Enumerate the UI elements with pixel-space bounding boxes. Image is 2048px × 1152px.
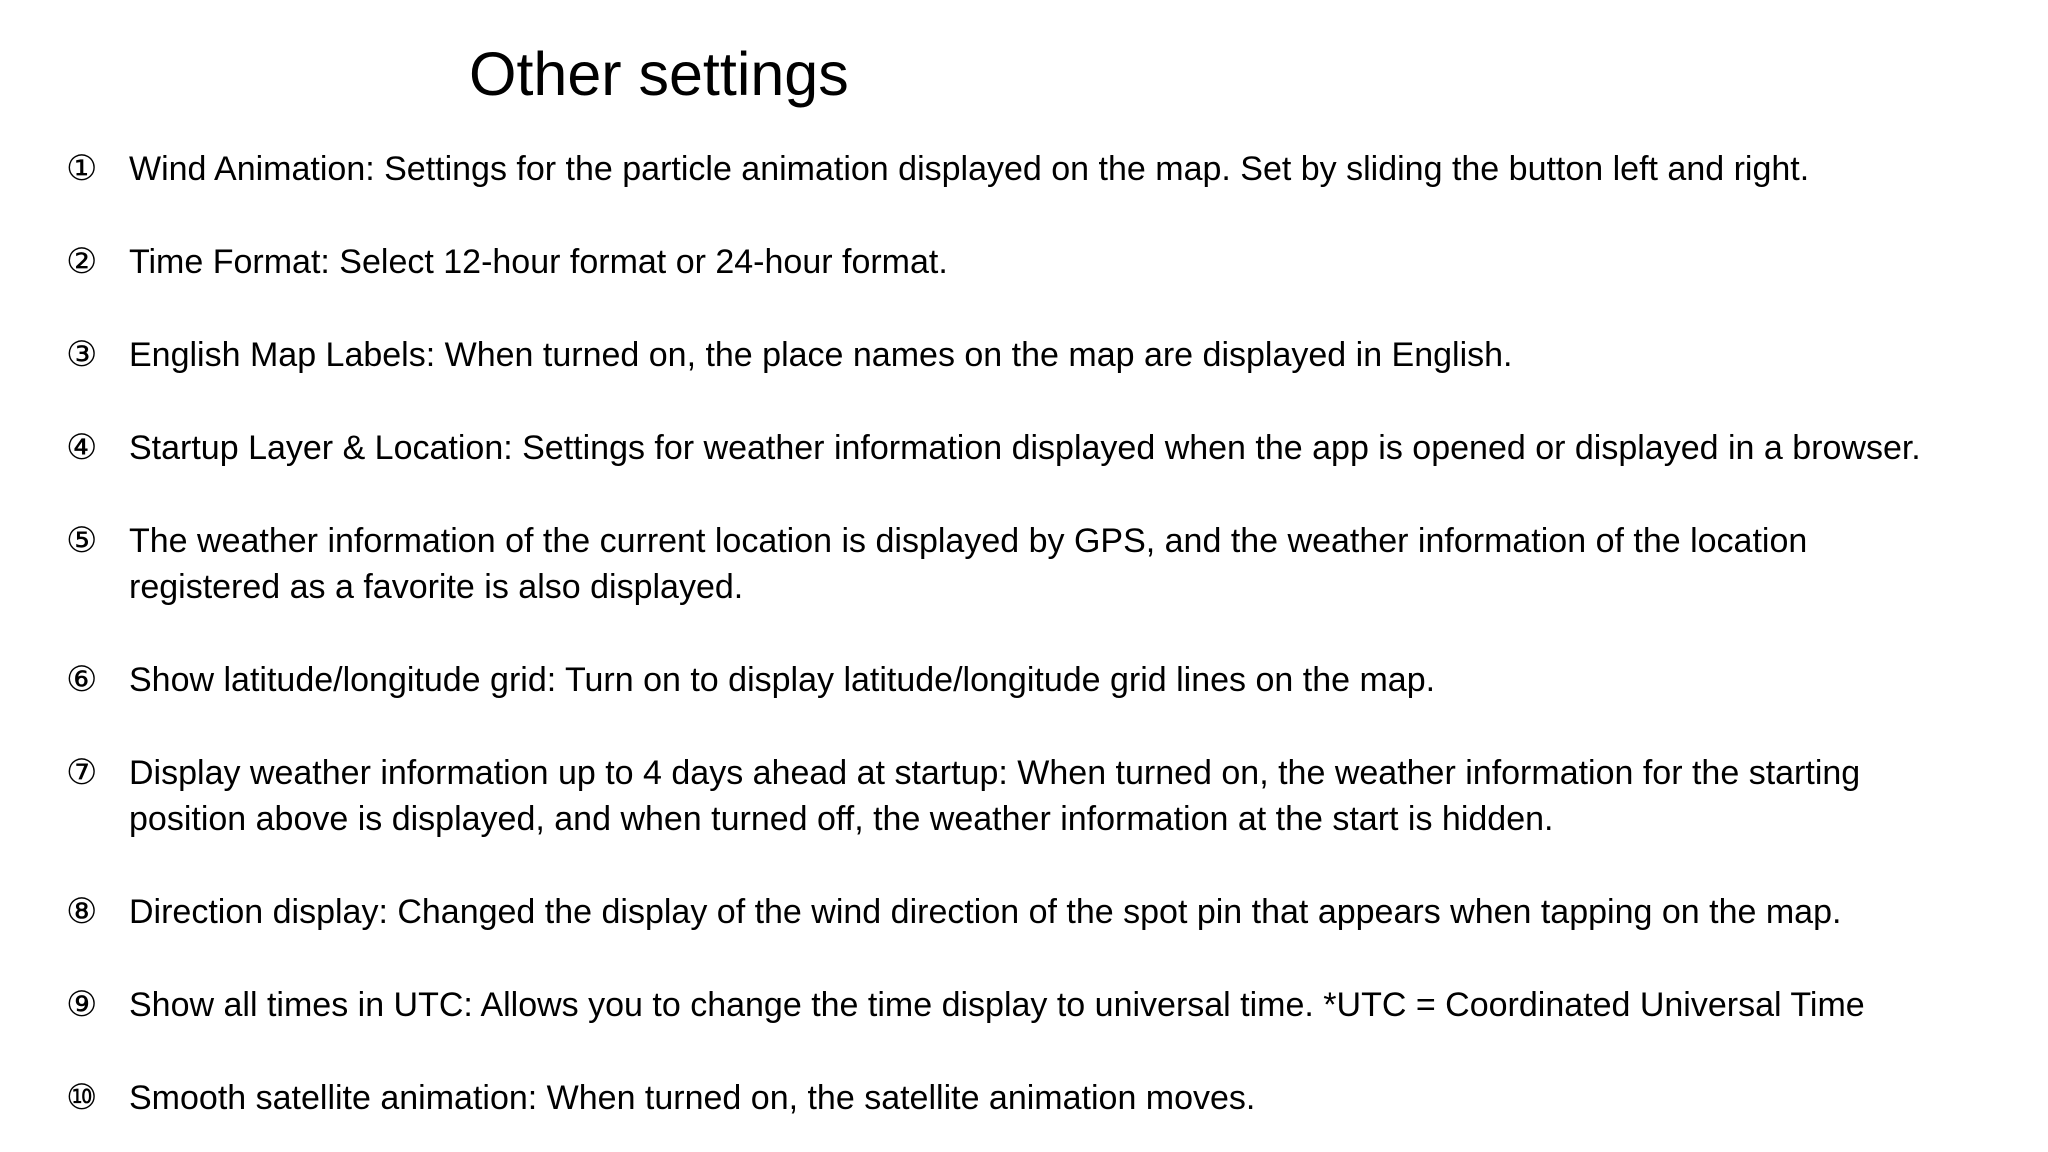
item-number: ③: [66, 335, 98, 375]
item-text: [129, 332, 2029, 378]
page-title: Other settings: [469, 40, 849, 108]
item-line: Wind Animation: Settings for the particle animation displayed on the map. Set by sliding the button left and right.: [129, 150, 1810, 188]
item-number: ②: [66, 242, 98, 282]
item-line: position above is displayed, and when turned off, the weather information at the start is hidden.: [129, 800, 1554, 838]
item-line: Show latitude/longitude grid: Turn on to display latitude/longitude grid lines on the map.: [129, 661, 1436, 699]
item-text: [129, 657, 2029, 703]
item-number: ⑧: [66, 892, 98, 932]
item-text: [129, 889, 2029, 935]
item-text: [129, 239, 2029, 285]
item-line: English Map Labels: When turned on, the place names on the map are displayed in English.: [129, 336, 1513, 374]
item-text: [129, 750, 2029, 842]
item-number: ①: [66, 149, 98, 189]
item-text: [129, 146, 2029, 192]
item-number: ④: [66, 428, 98, 468]
item-number: ⑤: [66, 521, 98, 561]
item-line: Show all times in UTC: Allows you to change the time display to universal time. *UTC = Coordinated Universal Time: [129, 986, 1865, 1024]
item-text: [129, 982, 2029, 1028]
item-text: [129, 518, 2029, 610]
item-line: Smooth satellite animation: When turned on, the satellite animation moves.: [129, 1079, 1256, 1117]
item-line: The weather information of the current location is displayed by GPS, and the weather information of the location: [129, 522, 1808, 560]
item-line: Time Format: Select 12-hour format or 24-hour format.: [129, 243, 948, 281]
item-number: ⑩: [66, 1078, 98, 1118]
item-line: Display weather information up to 4 days ahead at startup: When turned on, the weather information for the starting: [129, 754, 1861, 792]
item-line: Direction display: Changed the display of the wind direction of the spot pin that appears when tapping on the map.: [129, 893, 1842, 931]
item-text: [129, 425, 2029, 471]
item-line: Startup Layer & Location: Settings for weather information displayed when the app is opened or displayed in a browser.: [129, 429, 1921, 467]
item-number: ⑨: [66, 985, 98, 1025]
item-text: [129, 1075, 2029, 1121]
item-number: ⑥: [66, 660, 98, 700]
item-line: registered as a favorite is also displayed.: [129, 568, 744, 606]
item-number: ⑦: [66, 753, 98, 793]
